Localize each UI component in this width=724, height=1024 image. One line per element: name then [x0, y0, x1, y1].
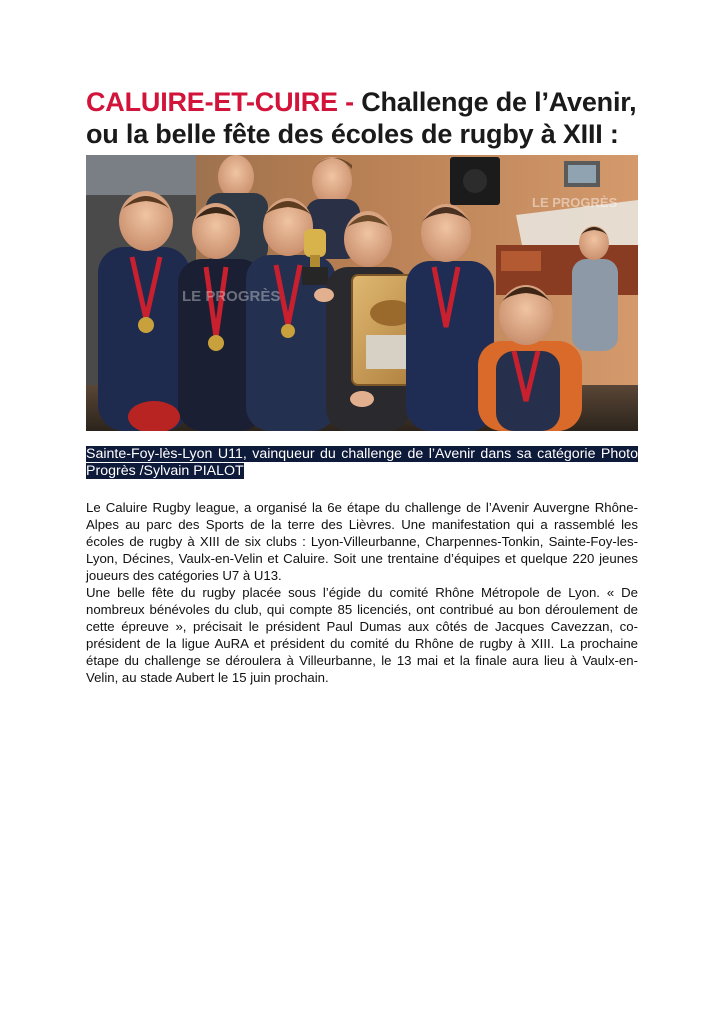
photo-watermark: LE PROGRÈS	[182, 288, 281, 305]
headline	[86, 86, 640, 150]
photo-watermark-2: LE PROGRÈS	[532, 195, 618, 210]
article-photo	[86, 155, 638, 431]
photo-caption	[86, 446, 638, 480]
article	[86, 86, 640, 686]
paragraph-1: Le Caluire Rugby league, a organisé la 6e étape du challenge de l’Avenir Auvergne Rhône-Alpes au parc des Sports de la terre des Lièvres. Une manifestation qui a rassemblé les écoles de rugby à XIII de six clubs : Lyon-Villeurbanne, Charpennes-Tonkin, Sainte-Foy-les-Lyon, Décines, Vaulx-en-Velin et Caluire. Soit une trentaine d’équipes et quelque 220 jeunes joueurs des catégories U7 à U13.	[86, 500, 638, 583]
headline-title: Challenge de l’Avenir, ou la belle fête des écoles de rugby à XIII :	[86, 87, 637, 149]
article-body	[86, 499, 638, 686]
paragraph-2: Une belle fête du rugby placée sous l’égide du comité Rhône Métropole de Lyon. « De nombreux bénévoles du club, qui compte 85 licenciés, ont contribué au bon déroulement de cette épreuve », précisait le président Paul Dumas aux côtés de Jacques Cavezzan, co-président de la ligue AuRA et président du comité du Rhône de rugby à XIII. La prochaine étape du challenge se déroulera à Villeurbanne, le 13 mai et la finale aura lieu à Vaulx-en-Velin, au stade Aubert le 15 juin prochain.	[86, 585, 638, 685]
team-photo-illustration	[86, 155, 638, 431]
headline-place: CALUIRE-ET-CUIRE -	[86, 87, 354, 117]
photo-caption-text: Sainte-Foy-lès-Lyon U11, vainqueur du challenge de l’Avenir dans sa catégorie Photo Progrès /Sylvain PIALOT	[86, 446, 638, 479]
